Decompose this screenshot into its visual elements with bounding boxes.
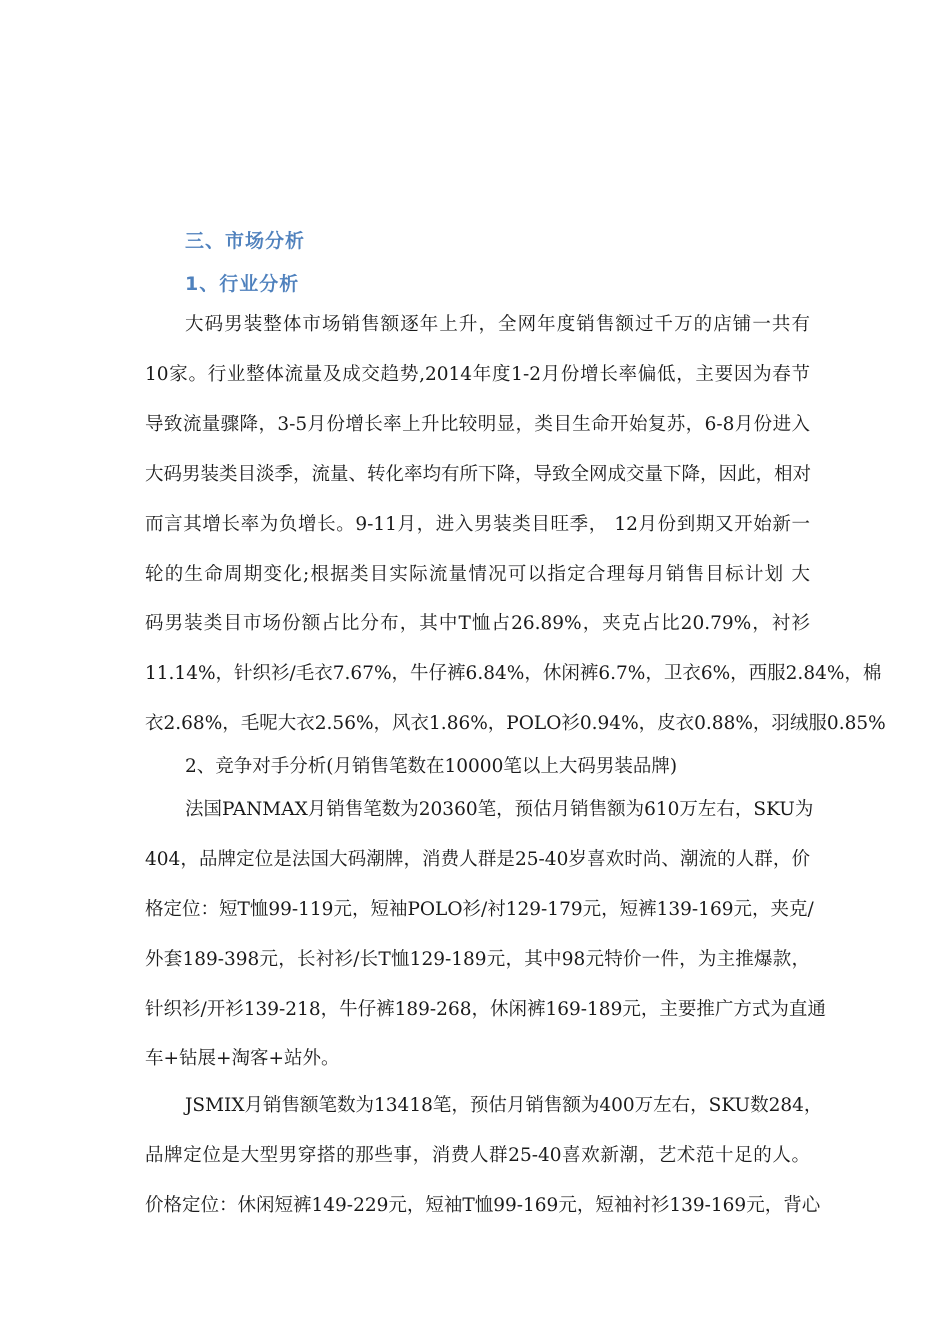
subsection-heading: 1、行业分析	[185, 273, 300, 295]
paragraph-line: 针织衫/开衫139-218，牛仔裤189-268，休闲裤169-189元，主要推广方式为直通	[145, 999, 826, 1020]
paragraph-line: 格定位：短T恤99-119元，短袖POLO衫/衬129-179元，短裤139-169元，夹克/	[145, 899, 814, 920]
paragraph-line: 车+钻展+淘客+站外。	[145, 1048, 340, 1069]
paragraph-line: 大码男装整体市场销售额逐年上升，全网年度销售额过千万的店铺一共有	[185, 314, 810, 335]
paragraph-line: 价格定位：休闲短裤149-229元，短袖T恤99-169元，短袖衬衫139-169元，背心	[145, 1195, 821, 1216]
section-heading: 三、市场分析	[185, 230, 306, 252]
paragraph-line: 码男装类目市场份额占比分布，其中T恤占26.89%，夹克占比20.79%，衬衫	[145, 613, 810, 634]
competitor-heading: 2、竞争对手分析(月销售笔数在10000笔以上大码男装品牌)	[185, 756, 678, 777]
paragraph-line: 导致流量骤降，3-5月份增长率上升比较明显，类目生命开始复苏，6-8月份进入	[145, 414, 810, 435]
paragraph-line: JSMIX月销售额笔数为13418笔，预估月销售额为400万左右，SKU数284，	[185, 1095, 823, 1116]
paragraph-line: 10家。行业整体流量及成交趋势,2014年度1-2月份增长率偏低，主要因为春节	[145, 364, 810, 385]
paragraph-line: 11.14%，针织衫/毛衣7.67%，牛仔裤6.84%，休闲裤6.7%，卫衣6%，西服2.84%，棉	[145, 663, 882, 684]
paragraph-line: 大码男装类目淡季，流量、转化率均有所下降，导致全网成交量下降，因此，相对	[145, 464, 812, 485]
paragraph-line: 品牌定位是大型男穿搭的那些事，消费人群25-40喜欢新潮，艺术范十足的人。	[145, 1145, 810, 1166]
paragraph-line: 衣2.68%，毛呢大衣2.56%，风衣1.86%，POLO衫0.94%，皮衣0.88%，羽绒服0.85%	[145, 713, 886, 734]
paragraph-line: 而言其增长率为负增长。9-11月，进入男装类目旺季， 12月份到期又开始新一	[145, 514, 810, 535]
paragraph-line: 404，品牌定位是法国大码潮牌，消费人群是25-40岁喜欢时尚、潮流的人群，价	[145, 849, 810, 870]
paragraph-line: 法国PANMAX月销售笔数为20360笔，预估月销售额为610万左右，SKU为	[185, 799, 814, 820]
paragraph-line: 轮的生命周期变化;根据类目实际流量情况可以指定合理每月销售目标计划 大	[145, 564, 810, 585]
paragraph-line: 外套189-398元，长衬衫/长T恤129-189元，其中98元特价一件，为主推爆款，	[145, 949, 810, 970]
